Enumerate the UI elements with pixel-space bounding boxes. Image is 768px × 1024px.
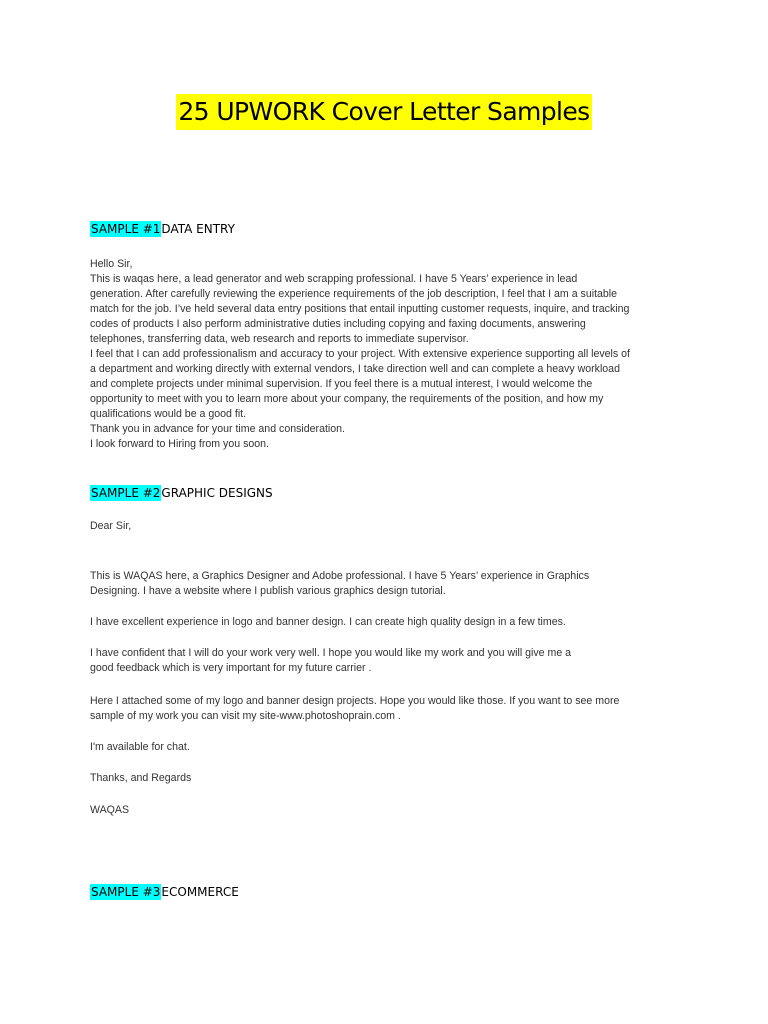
sample-1-heading	[90, 222, 235, 236]
sample-1-name: DATA ENTRY	[161, 222, 235, 236]
sample-2-paragraph-2	[90, 615, 690, 630]
sample-2-signature-block	[90, 803, 690, 818]
sample-2-p4-line: Here I attached some of my logo and banner design projects. Hope you would like those. If you want to see more	[90, 695, 620, 707]
sample-2-signature: WAQAS	[90, 804, 130, 816]
sample-1-line: a department and working directly with external vendors, I take direction well and can complete a heavy workload	[90, 363, 620, 375]
sample-1-line: qualifications would be a good fit.	[90, 408, 247, 420]
sample-2-greeting-block	[90, 519, 690, 534]
sample-1-line: and complete projects under minimal supervision. If you feel there is a mutual interest, I would welcome the	[90, 378, 593, 390]
sample-1-body	[90, 257, 690, 452]
sample-1-line: I feel that I can add professionalism and accuracy to your project. With extensive experience supporting all levels of	[90, 348, 630, 360]
sample-2-tag: SAMPLE #2	[91, 486, 161, 500]
sample-1-line: opportunity to meet with you to learn more about your company, the requirements of the position, and how my	[90, 393, 604, 405]
sample-2-closing: Thanks, and Regards	[90, 772, 192, 784]
sample-1-line: generation. After carefully reviewing the experience requirements of the job description, I feel that I am a suitable	[90, 288, 618, 300]
sample-3-tag: SAMPLE #3	[91, 885, 161, 899]
sample-2-paragraph-4	[90, 694, 690, 724]
sample-2-p3-line: good feedback which is very important for my future carrier .	[90, 662, 372, 674]
sample-3-heading	[90, 885, 239, 899]
sample-1-line: codes of products I also perform administrative duties including copying and faxing documents, answering	[90, 318, 586, 330]
sample-1-tag: SAMPLE #1	[91, 222, 161, 236]
sample-3-name: ECOMMERCE	[161, 885, 239, 899]
sample-1-line: Thank you in advance for your time and consideration.	[90, 423, 345, 435]
sample-2-p1-line: Designing. I have a website where I publish various graphics design tutorial.	[90, 585, 446, 597]
sample-2-p1-line: This is WAQAS here, a Graphics Designer and Adobe professional. I have 5 Years’ experience in Graphics	[90, 570, 590, 582]
sample-2-name: GRAPHIC DESIGNS	[161, 486, 273, 500]
sample-2-p5-line: I'm available for chat.	[90, 741, 190, 753]
sample-2-p2-line: I have excellent experience in logo and banner design. I can create high quality design in a few times.	[90, 616, 566, 628]
sample-2-paragraph-5	[90, 740, 690, 755]
sample-2-heading	[90, 486, 273, 500]
document-title: 25 UPWORK Cover Letter Samples	[176, 94, 591, 130]
sample-2-paragraph-3	[90, 646, 690, 676]
sample-2-greeting: Dear Sir,	[90, 520, 132, 532]
sample-2-paragraph-1	[90, 569, 690, 599]
sample-1-line: match for the job. I’ve held several data entry positions that entail inputting customer requests, inquire, and tracking	[90, 303, 630, 315]
sample-2-p4-line: sample of my work you can visit my site-www.photoshoprain.com .	[90, 710, 401, 722]
sample-1-greeting: Hello Sir,	[90, 258, 133, 270]
sample-1-line: This is waqas here, a lead generator and web scrapping professional. I have 5 Years’ experience in lead	[90, 273, 578, 285]
title-wrap	[0, 94, 768, 130]
sample-1-line: I look forward to Hiring from you soon.	[90, 438, 269, 450]
sample-2-paragraph-6	[90, 771, 690, 786]
sample-2-p3-line: I have confident that I will do your work very well. I hope you would like my work and you will give me a	[90, 647, 572, 659]
sample-1-line: telephones, transferring data, web research and reports to immediate supervisor.	[90, 333, 469, 345]
